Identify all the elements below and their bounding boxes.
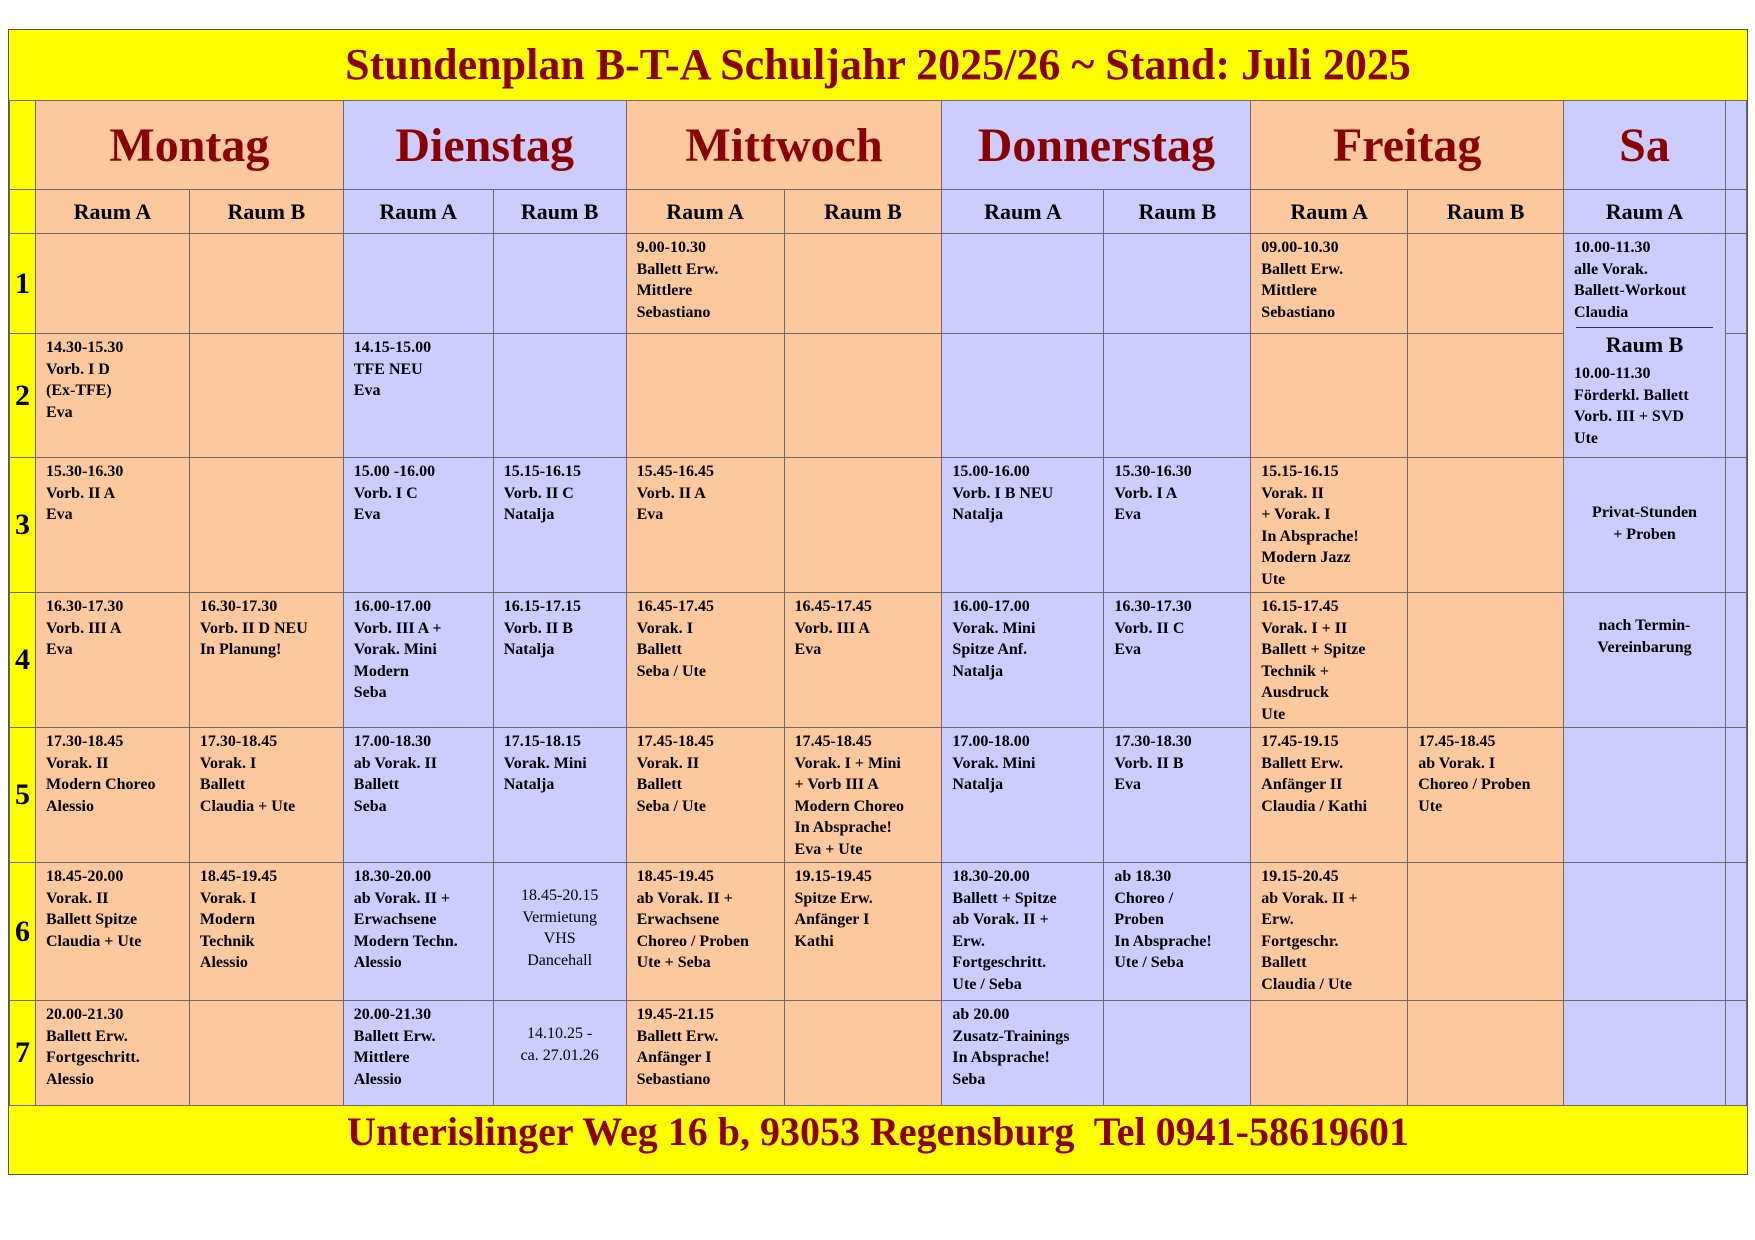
- class-cell-donnerstag-b: [1104, 334, 1250, 337]
- timetable-frame: [8, 29, 1748, 1175]
- class-cell-mittwoch-b: 17.45-18.45 Vorak. I + Mini + Vorb III A Modern Choreo In Absprache! Eva + Ute: [794, 733, 904, 858]
- class-cell-donnerstag-a: 16.00-17.00 Vorak. Mini Spitze Anf. Natalja: [952, 598, 1036, 680]
- edge-cell: [1725, 190, 1746, 234]
- class-cell-montag-b: 16.30-17.30 Vorb. II D NEU In Planung!: [199, 598, 308, 658]
- room-label-donnerstag-b: Raum B: [1104, 190, 1251, 234]
- period-number: 5: [10, 728, 36, 863]
- page-title: Stundenplan B-T-A Schuljahr 2025/26 ~ Stand: Juli 2025: [345, 40, 1411, 89]
- class-cell-dienstag-b: 15.15-16.15 Vorb. II C Natalja: [503, 463, 582, 523]
- class-cell-donnerstag-b: [1104, 234, 1250, 237]
- saturday-room-b-label: Raum B: [1605, 332, 1684, 357]
- class-cell-donnerstag-b: 17.30-18.30 Vorb. II B Eva: [1114, 733, 1192, 793]
- room-label-donnerstag-a: Raum A: [942, 190, 1104, 234]
- class-cell-donnerstag-a: 18.30-20.00 Ballett + Spitze ab Vorak. II + Erw. Fortgeschritt. Ute / Seba: [952, 868, 1057, 993]
- class-cell-montag-a: 20.00-21.30 Ballett Erw. Fortgeschritt. Alessio: [45, 1006, 140, 1088]
- class-cell-mittwoch-a: 18.45-19.45 ab Vorak. II + Erwachsene Choreo / Proben Ute + Seba: [636, 868, 749, 971]
- day-heading-samstag: Sa: [1564, 101, 1726, 190]
- corner-cell: [10, 101, 36, 190]
- class-cell-mittwoch-b: 19.15-19.45 Spitze Erw. Anfänger I Kathi: [794, 868, 873, 950]
- class-cell-dienstag-a: [344, 234, 493, 237]
- edge-cell: [1725, 334, 1746, 458]
- class-cell-freitag-b: [1408, 458, 1563, 461]
- class-cell-donnerstag-b: [1104, 1001, 1250, 1004]
- saturday-block-1-2: [1564, 234, 1726, 458]
- class-cell-montag-a: 15.30-16.30 Vorb. II A Eva: [45, 463, 124, 523]
- class-cell-donnerstag-a: [942, 334, 1103, 337]
- saturday-class-3: Privat-Stunden + Proben: [1592, 504, 1697, 543]
- class-cell-dienstag-a: 16.00-17.00 Vorb. III A + Vorak. Mini Modern Seba: [353, 598, 442, 701]
- class-cell-mittwoch-b: 16.45-17.45 Vorb. III A Eva: [794, 598, 872, 658]
- day-heading-mittwoch: Mittwoch: [626, 101, 942, 190]
- edge-cell: [1725, 101, 1746, 190]
- period-row-6: [10, 863, 1747, 1001]
- period-row-3: [10, 458, 1747, 593]
- period-row-7: [10, 1001, 1747, 1106]
- room-label-dienstag-a: Raum A: [343, 190, 493, 234]
- room-label-montag-a: Raum A: [35, 190, 189, 234]
- corner-cell: [10, 190, 36, 234]
- room-label-freitag-a: Raum A: [1251, 190, 1408, 234]
- room-header-row: [10, 190, 1747, 234]
- class-cell-dienstag-b: [494, 334, 626, 337]
- period-row-4: [10, 593, 1747, 728]
- class-cell-donnerstag-b: 16.30-17.30 Vorb. II C Eva: [1114, 598, 1192, 658]
- class-cell-donnerstag-a: 17.00-18.00 Vorak. Mini Natalja: [952, 733, 1036, 793]
- period-number: 3: [10, 458, 36, 593]
- class-cell-donnerstag-b: ab 18.30 Choreo / Proben In Absprache! Ute / Seba: [1114, 868, 1212, 971]
- day-header-row: [10, 101, 1747, 190]
- class-cell-mittwoch-b: [785, 458, 942, 461]
- class-cell-montag-b: 17.30-18.45 Vorak. I Ballett Claudia + Ute: [199, 733, 296, 815]
- class-cell-donnerstag-a: 15.00-16.00 Vorb. I B NEU Natalja: [952, 463, 1054, 523]
- class-cell-freitag-b: [1408, 593, 1563, 596]
- class-cell-dienstag-a: 17.00-18.30 ab Vorak. II Ballett Seba: [353, 733, 437, 815]
- room-label-freitag-b: Raum B: [1408, 190, 1564, 234]
- class-cell-freitag-b: [1408, 334, 1563, 337]
- class-cell-montag-b: 18.45-19.45 Vorak. I Modern Technik Alessio: [199, 868, 278, 971]
- class-cell-montag-a: 16.30-17.30 Vorb. III A Eva: [45, 598, 124, 658]
- class-cell-donnerstag-a: [942, 234, 1103, 237]
- edge-cell: [1725, 593, 1746, 728]
- class-cell-freitag-a: [1251, 1001, 1407, 1004]
- room-label-mittwoch-b: Raum B: [784, 190, 942, 234]
- period-number: 2: [10, 334, 36, 458]
- edge-cell: [1725, 458, 1746, 593]
- period-number: 4: [10, 593, 36, 728]
- class-cell-freitag-a: 09.00-10.30 Ballett Erw. Mittlere Sebastiano: [1261, 239, 1344, 321]
- class-cell-mittwoch-a: 16.45-17.45 Vorak. I Ballett Seba / Ute: [636, 598, 714, 680]
- period-row-5: [10, 728, 1747, 863]
- class-cell-mittwoch-b: [785, 234, 942, 237]
- class-cell-dienstag-b: 18.45-20.15 Vermietung VHS Dancehall: [520, 887, 599, 969]
- class-cell-montag-b: [190, 1001, 343, 1004]
- class-cell-dienstag-b: 16.15-17.15 Vorb. II B Natalja: [503, 598, 582, 658]
- class-cell-freitag-a: 16.15-17.45 Vorak. I + II Ballett + Spitze Technik + Ausdruck Ute: [1261, 598, 1366, 723]
- class-cell-freitag-b: [1408, 1001, 1563, 1004]
- saturday-class-5: [1564, 728, 1725, 731]
- day-heading-donnerstag: Donnerstag: [942, 101, 1251, 190]
- class-cell-montag-b: [190, 234, 343, 237]
- saturday-class-2: 10.00-11.30 Förderkl. Ballett Vorb. III + SVD Ute: [1574, 365, 1689, 447]
- saturday-divider: [1576, 327, 1713, 328]
- saturday-class-6: [1564, 863, 1725, 866]
- class-cell-montag-a: 14.30-15.30 Vorb. I D (Ex-TFE) Eva: [45, 339, 124, 421]
- edge-cell: [1725, 234, 1746, 334]
- class-cell-mittwoch-b: [785, 334, 942, 337]
- class-cell-freitag-b: [1408, 863, 1563, 866]
- saturday-class-4: nach Termin- Vereinbarung: [1597, 617, 1692, 656]
- room-label-mittwoch-a: Raum A: [626, 190, 784, 234]
- class-cell-montag-b: [190, 334, 343, 337]
- class-cell-mittwoch-a: 15.45-16.45 Vorb. II A Eva: [636, 463, 714, 523]
- class-cell-dienstag-b: 14.10.25 - ca. 27.01.26: [520, 1025, 599, 1064]
- period-number: 7: [10, 1001, 36, 1106]
- room-label-montag-b: Raum B: [189, 190, 343, 234]
- edge-cell: [1725, 1001, 1746, 1106]
- day-heading-freitag: Freitag: [1251, 101, 1564, 190]
- edge-cell: [1725, 728, 1746, 863]
- period-row-1: [10, 234, 1747, 334]
- timetable-grid: [9, 100, 1747, 1106]
- class-cell-freitag-b: [1408, 234, 1563, 237]
- class-cell-montag-a: 18.45-20.00 Vorak. II Ballett Spitze Claudia + Ute: [45, 868, 142, 950]
- period-number: 6: [10, 863, 36, 1001]
- room-label-dienstag-b: Raum B: [493, 190, 626, 234]
- saturday-class-1: 10.00-11.30 alle Vorak. Ballett-Workout Claudia: [1574, 239, 1687, 321]
- class-cell-mittwoch-b: [785, 1001, 942, 1004]
- room-label-samstag-a: Raum A: [1564, 190, 1726, 234]
- class-cell-dienstag-a: 14.15-15.00 TFE NEU Eva: [353, 339, 432, 399]
- saturday-empty-cell: [1564, 1001, 1726, 1106]
- class-cell-donnerstag-a: ab 20.00 Zusatz-Trainings In Absprache! Seba: [952, 1006, 1070, 1088]
- class-cell-mittwoch-a: 17.45-18.45 Vorak. II Ballett Seba / Ute: [636, 733, 714, 815]
- class-cell-montag-b: [190, 458, 343, 461]
- day-heading-montag: Montag: [35, 101, 343, 190]
- class-cell-freitag-b: 17.45-18.45 ab Vorak. I Choreo / Proben Ute: [1418, 733, 1531, 815]
- edge-cell: [1725, 863, 1746, 1001]
- class-cell-donnerstag-b: 15.30-16.30 Vorb. I A Eva: [1114, 463, 1192, 523]
- class-cell-mittwoch-a: 19.45-21.15 Ballett Erw. Anfänger I Sebastiano: [636, 1006, 719, 1088]
- footer-address: Unterislinger Weg 16 b, 93053 Regensburg Tel 0941-58619601: [347, 1109, 1409, 1154]
- day-heading-dienstag: Dienstag: [343, 101, 626, 190]
- period-row-2: [10, 334, 1747, 458]
- class-cell-montag-a: [36, 234, 189, 237]
- class-cell-dienstag-a: 20.00-21.30 Ballett Erw. Mittlere Alessio: [353, 1006, 436, 1088]
- class-cell-freitag-a: [1251, 334, 1407, 337]
- class-cell-freitag-a: 19.15-20.45 ab Vorak. II + Erw. Fortgeschr. Ballett Claudia / Ute: [1261, 868, 1358, 993]
- class-cell-montag-a: 17.30-18.45 Vorak. II Modern Choreo Alessio: [45, 733, 156, 815]
- class-cell-dienstag-a: 18.30-20.00 ab Vorak. II + Erwachsene Modern Techn. Alessio: [353, 868, 458, 971]
- class-cell-mittwoch-a: 9.00-10.30 Ballett Erw. Mittlere Sebastiano: [636, 239, 719, 321]
- class-cell-dienstag-b: [494, 234, 626, 237]
- period-number: 1: [10, 234, 36, 334]
- class-cell-freitag-a: 15.15-16.15 Vorak. II + Vorak. I In Absprache! Modern Jazz Ute: [1261, 463, 1359, 588]
- class-cell-dienstag-b: 17.15-18.15 Vorak. Mini Natalja: [503, 733, 587, 793]
- class-cell-mittwoch-a: [627, 334, 784, 337]
- class-cell-freitag-a: 17.45-19.15 Ballett Erw. Anfänger II Claudia / Kathi: [1261, 733, 1368, 815]
- class-cell-dienstag-a: 15.00 -16.00 Vorb. I C Eva: [353, 463, 436, 523]
